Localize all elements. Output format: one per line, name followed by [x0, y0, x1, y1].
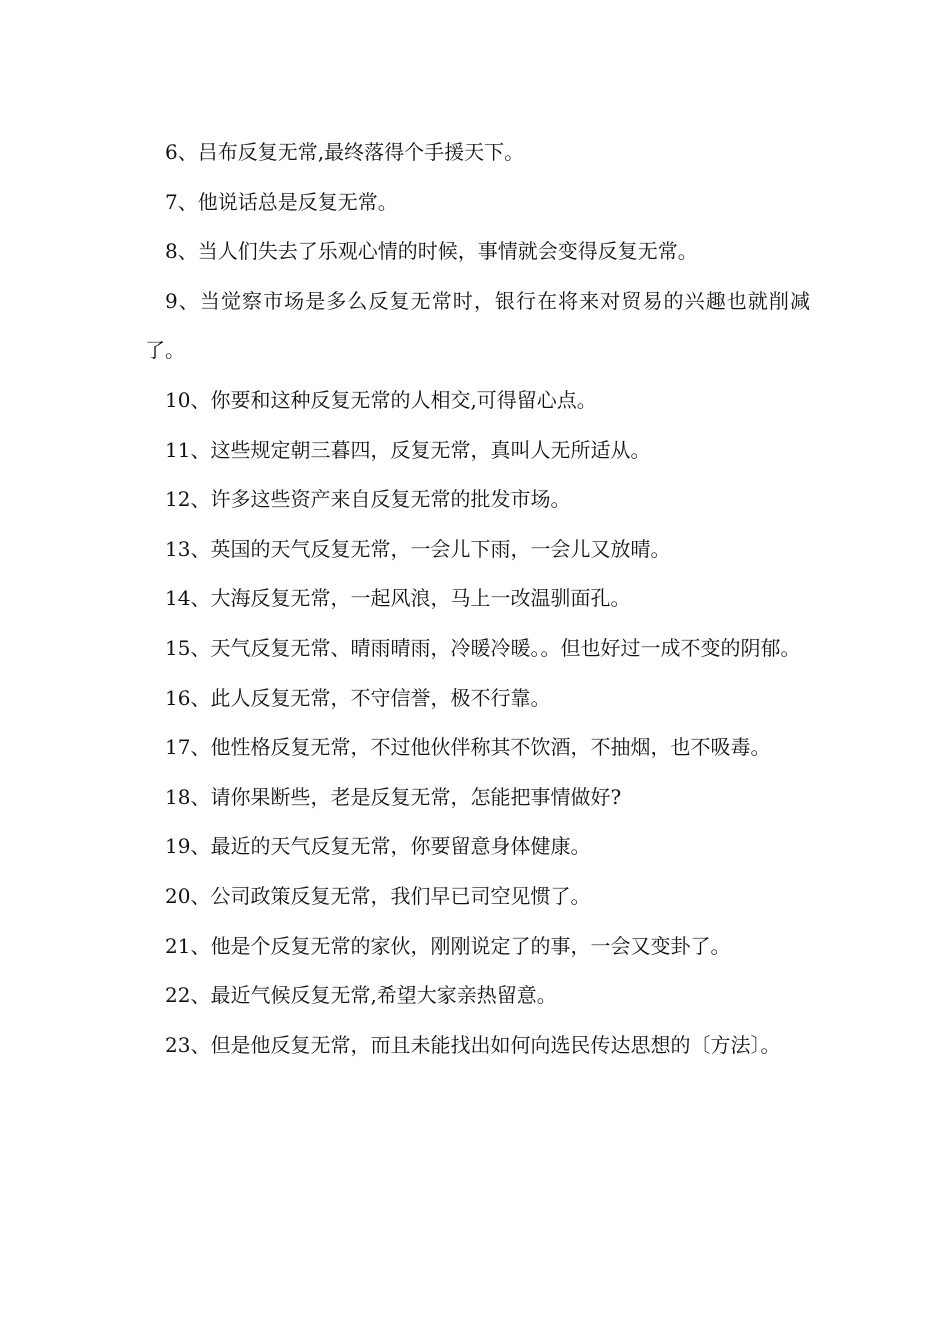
sentence-item: 15、天气反复无常、晴雨晴雨，冷暖冷暖。。但也好过一成不变的阴郁。: [165, 635, 801, 660]
sentence-item: 23、但是他反复无常，而且未能找出如何向选民传达思想的〔方法〕。: [165, 1032, 781, 1057]
sentence-item: 8、当人们失去了乐观心情的时候，事情就会变得反复无常。: [165, 239, 698, 264]
sentence-item: 21、他是个反复无常的家伙，刚刚说定了的事，一会又变卦了。: [165, 933, 731, 958]
sentence-item: 20、公司政策反复无常，我们早已司空见惯了。: [165, 883, 591, 908]
sentence-item: 16、此人反复无常，不守信誉，极不行靠。: [165, 685, 551, 710]
document-body: [145, 128, 810, 1070]
sentence-item: 14、大海反复无常，一起风浪，马上一改温驯面孔。: [165, 586, 631, 611]
sentence-item: 10、你要和这种反复无常的人相交,可得留心点。: [165, 387, 597, 412]
sentence-item: 7、他说话总是反复无常。: [165, 189, 398, 214]
sentence-item: 19、最近的天气反复无常，你要留意身体健康。: [165, 834, 591, 859]
sentence-item: 6、吕布反复无常,最终落得个手援天下。: [165, 140, 525, 164]
sentence-item: 11、这些规定朝三暮四，反复无常，真叫人无所适从。: [165, 437, 651, 462]
sentence-item: 18、请你果断些，老是反复无常，怎能把事情做好?: [165, 784, 622, 809]
sentence-item: 13、英国的天气反复无常，一会儿下雨，一会儿又放晴。: [165, 536, 671, 561]
sentence-item: 12、许多这些资产来自反复无常的批发市场。: [165, 487, 571, 512]
sentence-item: 22、最近气候反复无常,希望大家亲热留意。: [165, 983, 557, 1008]
sentence-item: 17、他性格反复无常，不过他伙伴称其不饮酒，不抽烟，也不吸毒。: [165, 735, 771, 760]
sentence-item: 9、当觉察市场是多么反复无常时，银行在将来对贸易的兴趣也就削减了。: [145, 288, 810, 363]
